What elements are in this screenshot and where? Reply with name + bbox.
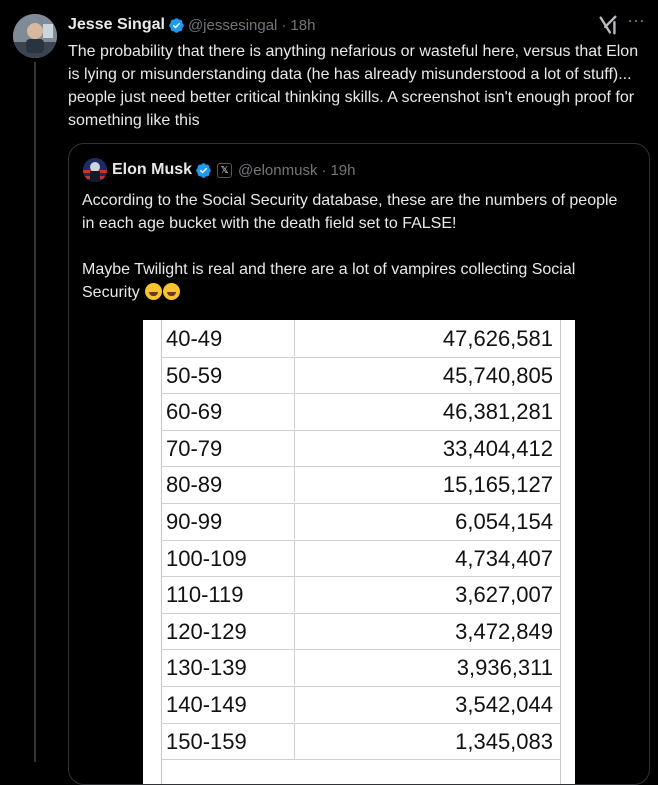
quoted-author-name[interactable]: Elon Musk <box>112 161 193 178</box>
spreadsheet-image[interactable] <box>143 320 575 785</box>
tweet-text: The probability that there is anything nefarious or wasteful here, versus that Elon is lying or misunderstanding data (he has already misunderstood a lot of stuff)... people just need better critical thinking skills. A screenshot isn't enough proof for something like this <box>68 43 639 129</box>
quoted-tweet-body: According to the Social Security database, these are the numbers of people in each age bucket with the death field set to FALSE! Maybe Twilight is real and there are a lot of vampires collecting Social Security <box>82 192 618 301</box>
verified-badge-icon <box>168 17 185 34</box>
age-bucket-cell: 80-89 <box>166 466 295 502</box>
sheet-right-column <box>560 320 575 785</box>
table-row <box>161 613 561 651</box>
x-affiliate-badge-icon: 𝕏 <box>217 163 232 178</box>
separator-dot: · <box>281 16 287 34</box>
age-bucket-cell: 140-149 <box>166 686 295 722</box>
avatar[interactable] <box>13 14 57 58</box>
quoted-avatar <box>83 158 107 182</box>
count-cell: 6,054,154 <box>455 509 553 534</box>
timestamp[interactable]: 18h <box>290 16 316 34</box>
count-cell: 3,936,311 <box>456 655 553 681</box>
quoted-tweet-text <box>82 189 632 304</box>
table-row <box>161 393 561 431</box>
verified-badge-icon <box>195 162 212 179</box>
age-bucket-cell: 120-129 <box>166 613 295 649</box>
age-bucket-cell: 150-159 <box>166 723 295 759</box>
age-bucket-cell: 40-49 <box>166 320 295 356</box>
thread-line <box>34 62 36 762</box>
age-bucket-cell: 60-69 <box>166 393 295 429</box>
rofl-emoji-icon <box>163 283 180 300</box>
table-row <box>161 357 561 395</box>
age-bucket-cell: 100-109 <box>166 540 295 576</box>
table-row <box>161 686 561 724</box>
table-row <box>161 503 561 541</box>
count-cell: 46,381,281 <box>442 399 553 425</box>
count-cell: 3,472,849 <box>455 618 553 644</box>
count-cell: 47,626,581 <box>442 326 553 351</box>
separator-dot: · <box>321 161 327 179</box>
age-bucket-cell: 90-99 <box>166 503 295 539</box>
age-bucket-cell: 70-79 <box>166 430 295 466</box>
table-row <box>161 540 561 578</box>
age-bucket-cell: 50-59 <box>166 357 295 393</box>
table-row <box>161 466 561 504</box>
author-handle[interactable]: @jessesingal <box>187 16 278 34</box>
quoted-timestamp: 19h <box>330 161 356 179</box>
table-row <box>161 649 561 687</box>
count-cell: 33,404,412 <box>442 435 553 461</box>
author-name[interactable]: Jesse Singal <box>68 16 165 33</box>
count-cell: 15,165,127 <box>442 472 553 498</box>
grok-icon[interactable] <box>597 14 619 36</box>
quoted-author-handle: @elonmusk <box>238 161 318 179</box>
count-cell: 3,542,044 <box>455 692 553 717</box>
quoted-tweet[interactable] <box>68 143 650 785</box>
tweet-header <box>68 14 315 36</box>
quoted-tweet-header <box>83 158 355 182</box>
age-bucket-cell: 110-119 <box>166 576 295 612</box>
count-cell: 4,734,407 <box>455 545 553 571</box>
table-row <box>161 723 561 761</box>
sheet-left-column <box>143 320 162 785</box>
table-row <box>161 320 561 358</box>
count-cell: 3,627,007 <box>455 582 553 608</box>
table-row <box>161 430 561 468</box>
count-cell: 1,345,083 <box>455 728 553 754</box>
more-icon[interactable]: ··· <box>627 10 645 30</box>
age-bucket-cell: 130-139 <box>166 649 295 685</box>
table-row <box>161 576 561 614</box>
rofl-emoji-icon <box>145 283 162 300</box>
count-cell: 45,740,805 <box>442 362 553 388</box>
